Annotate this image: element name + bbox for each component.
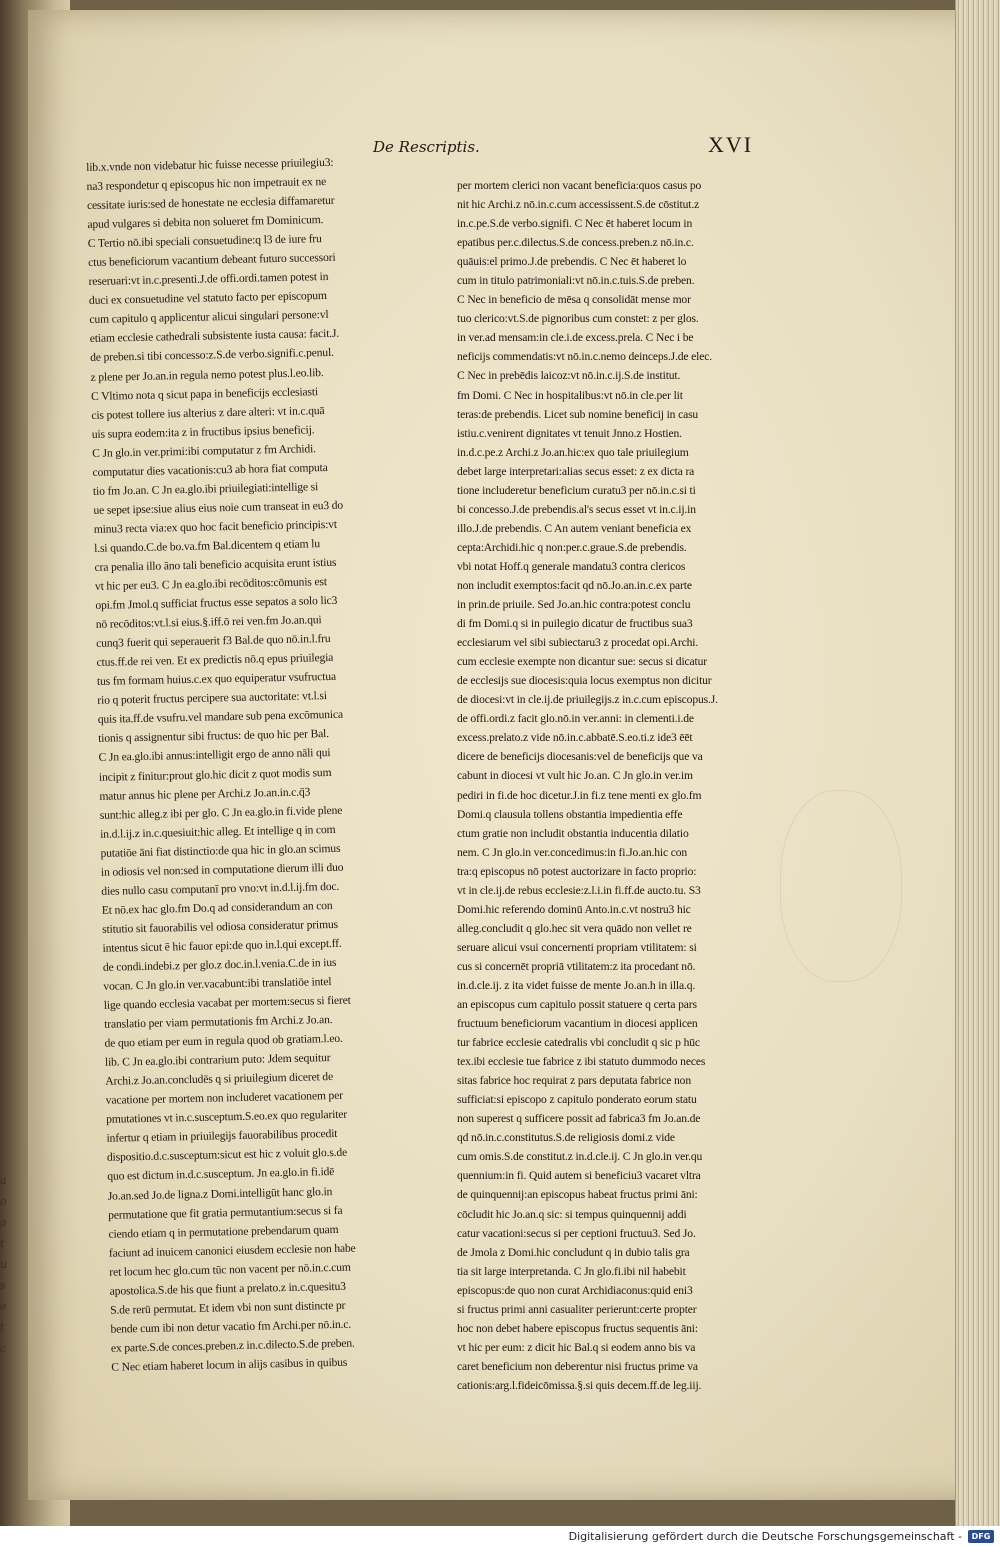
text-line: in.c.pe.S.de verbo.signifi. C Nec ēt haberet locum in (457, 217, 693, 231)
text-line: caret beneficium non deberentur nisi fructus prime va (457, 1359, 698, 1373)
text-line: C Nec etiam haberet locum in alijs casibus in quibus (111, 1355, 348, 1374)
text-line: fm Domi. C Nec in hospitalibus:vt nō.in cle.per lit (457, 388, 683, 402)
text-line: minu3 recta via:ex quo hoc facit beneficio principis:vt (93, 517, 338, 536)
text-line: reseruari:vt in.c.presenti.J.de offi.ordi.tamen potest in (88, 270, 329, 289)
text-line: an episcopus cum capitulo possit statuere q certa pars (457, 998, 697, 1012)
margin-note: t (0, 1321, 5, 1334)
text-line: tio fm Jo.an. C Jn ea.glo.ibi priuilegiati:intellige si (92, 480, 319, 498)
text-line: de diocesi:vt in cle.ij.de priuilegijs.z in.c.cum episcopus.J. (457, 693, 718, 707)
text-line: apud vulgares si debita non solueret fm Dominicum. (87, 213, 324, 232)
text-line: sufficiat:si episcopo z capitulo ponderato eorum statu (457, 1093, 697, 1107)
text-line: cationis:arg.l.fideicōmissa.§.si quis decem.ff.de leg.iij. (457, 1378, 702, 1392)
text-line: incipit z finitur:prout glo.hic dicit z quot modis sum (98, 765, 332, 784)
text-line: episcopus:de quo non curat Archidiaconus:quid eni3 (457, 1283, 693, 1297)
text-line: si fructus primi anni casualiter perierunt:certe propter (457, 1302, 697, 1316)
text-line: lib. C Jn ea.glo.ibi contrarium puto: Jdem sequitur (104, 1051, 331, 1070)
text-line: ex parte.S.de conces.preben.z in.c.dilecto.S.de preben. (110, 1336, 355, 1355)
text-line: de offi.ordi.z facit glo.nō.in ver.anni: in clementi.i.de (457, 712, 694, 726)
text-line: tione includeretur beneficium curatu3 per nō.in.c.si ti (457, 483, 696, 497)
text-line: l.si quando.C.de bo.va.fm Bal.dicentem q etiam lu (94, 537, 321, 555)
text-line: in odiosis vel non:sed in computatione dierum illi duo (100, 860, 344, 879)
text-line: non superest q sufficere possit ad fabrica3 fm Jo.an.de (457, 1112, 701, 1126)
text-line: debet large interpretari:alias secus esset: z ex dicta ra (457, 464, 695, 478)
text-line: istiu.c.venirent dignitates vt tenuit Jnno.z Hostien. (457, 426, 682, 440)
text-line: opi.fm Jmol.q sufficiat fructus esse sepatos a solo lic3 (95, 593, 338, 612)
footer-bar (0, 1526, 1000, 1546)
text-line: infertur q etiam in priuilegijs fauorabilibus procedit (106, 1127, 338, 1146)
text-line: vocan. C Jn glo.in ver.vacabunt:ibi translatiōe intel (103, 975, 332, 993)
text-line: cepta:Archidi.hic q non:per.c.graue.S.de prebendis. (457, 540, 687, 554)
text-line: vt hic per eum: z dicit hic Bal.q si eodem anno bis va (457, 1340, 696, 1354)
text-line: cum ecclesie exempte non dicantur sue: secus si dicatur (457, 655, 707, 669)
text-line: cum in titulo patrimoniali:vt nō.in.c.tuis.S.de preben. (457, 274, 695, 288)
funding-credit: Digitalisierung gefördert durch die Deutsche Forschungsgemeinschaft - (568, 1529, 962, 1543)
text-line: Et nō.ex hac glo.fm Do.q ad considerandum an con (101, 898, 333, 917)
text-line: cessitate iuris:sed de honestate ne ecclesia diffamaretur (86, 193, 335, 213)
text-line: ctus beneficiorum vacantium debeant futuro successori (88, 251, 336, 270)
text-line: Domi.hic referendo dominū Anto.in.c.vt nostru3 hic (457, 902, 691, 916)
left-text-column (86, 152, 421, 1377)
text-line: vbi notat Hoff.q generale mandatu3 contra clericos (457, 559, 686, 573)
text-line: Jo.an.sed Jo.de ligna.z Domi.intelligūt hanc glo.in (107, 1184, 333, 1203)
text-line: C Nec in prebēdis laicoz:vt nō.in.c.ij.S.de institut. (457, 369, 681, 383)
text-line: de quo etiam per eum in regula quod ob gratiam.l.eo. (104, 1031, 343, 1050)
right-text-column (457, 176, 767, 1395)
running-head: De Rescriptis. (373, 138, 480, 156)
text-line: teras:de prebendis. Licet sub nomine beneficij in casu (457, 407, 699, 421)
text-line: nem. C Jn glo.in ver.concedimus:in fi.Jo.an.hic con (457, 845, 687, 859)
text-line: apostolica.S.de his que fiunt a prelato.z in.c.quesitu3 (109, 1279, 346, 1298)
text-line: non includit exemptos:facit qd nō.Jo.an.in.c.ex parte (457, 578, 692, 592)
margin-note: a (0, 1174, 7, 1187)
margin-note: c (0, 1342, 7, 1355)
text-line: ret locum hec glo.cum tūc non vacent per nō.in.c.cum (109, 1260, 351, 1279)
text-line: intentus sicut ē hic fauor epi:de quo in.l.qui except.ff. (102, 936, 342, 955)
text-line: Domi.q clausula tollens obstantia impedientia effe (457, 807, 683, 821)
text-line: vt in cle.ij.de rebus ecclesie:z.l.i.in fi.ff.de aucto.tu. S3 (457, 883, 701, 897)
text-line: sitas fabrice hoc requirat z pars deputata fabrice non (457, 1074, 691, 1088)
page-edges (955, 0, 1000, 1526)
text-line: de quinquennij:an episcopus habeat fructus primi āni: (457, 1188, 698, 1202)
margin-note: u (0, 1258, 8, 1271)
text-line: uis supra eodem:ita z in fructibus ipsius beneficij. (91, 422, 315, 441)
text-line: z plene per Jo.an.in regula nemo potest plus.l.eo.lib. (90, 365, 324, 384)
text-line: tus fm formam huius.c.ex quo equiperatur vsufructua (96, 670, 337, 689)
text-line: quāuis:el primo.J.de prebendis. C Nec ēt haberet lo (457, 255, 687, 269)
text-line: stitutio sit fauorabilis vel odiosa consideratur primus (102, 917, 339, 936)
text-line: hoc non debet habere episcopus fructus sequentis āni: (457, 1321, 698, 1335)
text-line: putatiōe āni fiat distinctio:de qua hic in glo.an scimus (100, 841, 341, 860)
text-line: C Vltimo nota q sicut papa in beneficijs ecclesiasti (90, 384, 319, 403)
text-line: ctus.ff.de rei ven. Et ex predictis nō.q epus priuilegia (96, 651, 334, 670)
text-line: C Jn glo.in ver.primi:ibi computatur z fm Archidi. (92, 441, 316, 460)
text-line: permutatione que fit gratia permutantium:secus si fa (108, 1203, 343, 1222)
text-line: ue sepet ipse:siue alius eius noie cum transeat in eu3 do (93, 498, 344, 517)
folio-number: XVI (708, 132, 754, 157)
text-line: quis ita.ff.de vsufru.vel mandare sub pena excōmunica (97, 708, 344, 727)
text-line: dicere de beneficijs diocesanis:vel de beneficijs que va (457, 750, 703, 764)
text-line: quennium:in fi. Quid autem si beneficiu3 vacaret vltra (457, 1169, 701, 1183)
text-line: S.de rerū permutat. Et idem vbi non sunt distincte pr (109, 1298, 346, 1317)
text-line: nō recōditos:vt.l.si eius.§.iff.ō rei ven.fm Jo.an.qui (95, 613, 322, 632)
text-line: bi concesso.J.de prebendis.al's secus esset vt in.c.ij.in (457, 502, 696, 516)
text-line: faciunt ad inuicem canonici eiusdem ecclesie non habe (108, 1241, 356, 1260)
text-line: C Nec in beneficio de mēsa q consolidāt mense mor (457, 293, 691, 307)
text-line: duci ex consuetudine vel statuto facto per episcopum (88, 289, 327, 308)
margin-note: t (0, 1237, 5, 1250)
text-line: sunt:hic alleg.z ibi per glo. C Jn ea.glo.in fi.vide plene (99, 803, 343, 822)
text-line: nit hic Archi.z nō.in.c.cum accessissent.S.de cōstitut.z (457, 198, 700, 212)
text-line: di fm Domi.q si in puilegio dicatur de fructibus sua3 (457, 617, 693, 631)
text-line: quo est dictum in.d.c.susceptum. Jn ea.glo.in fi.idē (107, 1165, 335, 1184)
text-line: ctum gratie non includit obstantia inducentia dilatio (457, 826, 689, 840)
text-line: tionis q assignentur sibi fructus: de quo hic per Bal. (98, 727, 330, 746)
text-line: qd nō.in.c.constitutus.S.de religiosis domi.z vide (457, 1131, 675, 1145)
text-line: de preben.si tibi concesso:z.S.de verbo.signifi.c.penul. (90, 346, 334, 365)
text-line: rio q poterit fructus percipere sua auctoritate: vt.l.si (97, 689, 327, 708)
text-line: de condi.indebi.z per glo.z doc.in.l.venia.C.de in ius (102, 955, 337, 974)
text-line: ecclesiarum vel sibi subiectaru3 z procedat opi.Archi. (457, 636, 699, 650)
text-line: in ver.ad mensam:in cle.i.de excess.prela. C Nec i be (457, 331, 694, 345)
text-line: illo.J.de prebendis. C An autem veniant beneficia ex (457, 521, 692, 535)
text-line: cum omis.S.de constitut.z in.d.cle.ij. C Jn glo.in ver.qu (457, 1150, 703, 1164)
text-line: cus si concernēt propriā vtilitatem:z ita procedant nō. (457, 959, 696, 973)
text-line: pediri in fi.de hoc dicetur.J.in fi.z tene menti ex glo.fm (457, 788, 702, 802)
text-line: in.d.c.pe.z Archi.z Jo.an.hic:ex quo tale priuilegium (457, 445, 689, 459)
text-line: dispositio.d.c.susceptum:sicut est hic z voluit glo.s.de (106, 1146, 348, 1165)
text-line: epatibus per.c.dilectus.S.de concess.preben.z nō.in.c. (457, 236, 694, 250)
text-line: Archi.z Jo.an.concludēs q si priuilegium diceret de (105, 1070, 334, 1089)
text-line: C Jn ea.glo.ibi annus:intelligit ergo de anno nāli qui (98, 746, 331, 765)
text-line: cōcludit hic Jo.an.q sic: si tempus quinquennij addi (457, 1207, 687, 1221)
text-line: na3 respondetur q episcopus hic non impetrauit ex ne (86, 175, 327, 194)
text-line: in.d.cle.ij. z ita videt fuisse de mente Jo.an.h in illa.q. (457, 978, 696, 992)
margin-note: o (0, 1195, 7, 1208)
text-line: lib.x.vnde non videbatur hic fuisse necesse priuilegiu3: (86, 155, 334, 174)
text-line: de Jmola z Domi.hic concludunt q in dubio talis gra (457, 1245, 690, 1259)
margin-notes (0, 1170, 26, 1359)
text-line: vt hic per eu3. C Jn ea.glo.ibi recōditos:cōmunis est (94, 575, 327, 593)
text-line: alleg.concludit q glo.hec sit vera quādo non vellet re (457, 921, 692, 935)
text-line: etiam ecclesie cathedrali subsistente iusta causa: facit.J. (89, 327, 340, 346)
text-line: bende cum ibi non detur vacatio fm Archi.per nō.in.c. (110, 1317, 352, 1336)
margin-note: s (0, 1279, 6, 1292)
text-line: matur annus hic plene per Archi.z Jo.an.in.c.q̄3 (99, 784, 311, 803)
text-line: in prin.de priuile. Sed Jo.an.hic contra:potest conclu (457, 598, 691, 612)
text-line: cum capitulo q applicentur alicui singulari persone:vl (89, 308, 329, 327)
text-line: cunq3 fuerit qui seperauerit f3 Bal.de quo nō.in.l.fru (96, 632, 331, 651)
text-line: tuo clerico:vt.S.de pignoribus cum constet: z per glos. (457, 312, 699, 326)
text-line: translatio per viam permutationis fm Archi.z Jo.an. (104, 1013, 333, 1031)
text-line: tra:q episcopus nō potest auctorizare in facto proprio: (457, 864, 697, 878)
text-line: cra penalia illo āno tali beneficio acquisita erunt istius (94, 555, 337, 574)
text-line: fructuum beneficiorum vacantium in diocesi applicen (457, 1017, 698, 1031)
text-line: cabunt in diocesi vt vult hic Jo.an. C Jn glo.in ver.im (457, 769, 693, 783)
text-line: dies nullo casu computanī pro vno:vt in.d.l.ij.fm doc. (101, 879, 340, 898)
text-line: tia sit large interpretanda. C Jn glo.fi.ibi nil habebit (457, 1264, 686, 1278)
text-line: ciendo etiam q in permutatione prebendarum quam (108, 1222, 339, 1241)
text-line: per mortem clerici non vacant beneficia:quos casus po (457, 179, 702, 192)
text-line: de ecclesijs sue diocesis:quia locus exemptus non dicitur (457, 674, 712, 688)
text-line: lige quando ecclesia vacabat per mortem:secus si fieret (103, 993, 351, 1012)
text-line: tex.ibi ecclesie tue fabrice z ibi statuto dummodo neces (457, 1055, 706, 1069)
text-line: seruare alicui vsui concernenti propriam vtilitatem: si (457, 940, 697, 954)
text-line: tur fabrice ecclesie catedralis vbi concludit q sic p hūc (457, 1036, 700, 1050)
text-line: C Tertio nō.ibi speciali consuetudine:q l3 de iure fru (87, 232, 322, 251)
text-line: excess.prelato.z vide nō.in.c.abbatē.S.eo.ti.z ide3 ēēt (457, 731, 693, 745)
margin-note: a (0, 1216, 7, 1229)
text-line: neficijs commendatis:vt nō.in.c.nemo deinceps.J.de elec. (457, 350, 712, 364)
margin-note: e (0, 1300, 7, 1313)
faint-stamp-mark (780, 790, 902, 982)
text-line: pmutationes vt in.c.susceptum.S.eo.ex quo regulariter (106, 1108, 348, 1127)
dfg-logo: DFG (968, 1530, 994, 1543)
text-line: catur vacationi:secus si per ceptioni fructuu3. Sed Jo. (457, 1226, 696, 1240)
text-line: vacatione per mortem non includeret vacationem per (105, 1089, 343, 1108)
text-line: computatur dies vacationis:cu3 ab hora fiat computa (92, 460, 328, 479)
text-line: cis potest tollere ius alterius z dare alteri: vt in.c.quā (91, 403, 325, 422)
text-line: in.d.l.ij.z in.c.quesiuit:hic alleg. Et intellige q in com (100, 822, 336, 841)
